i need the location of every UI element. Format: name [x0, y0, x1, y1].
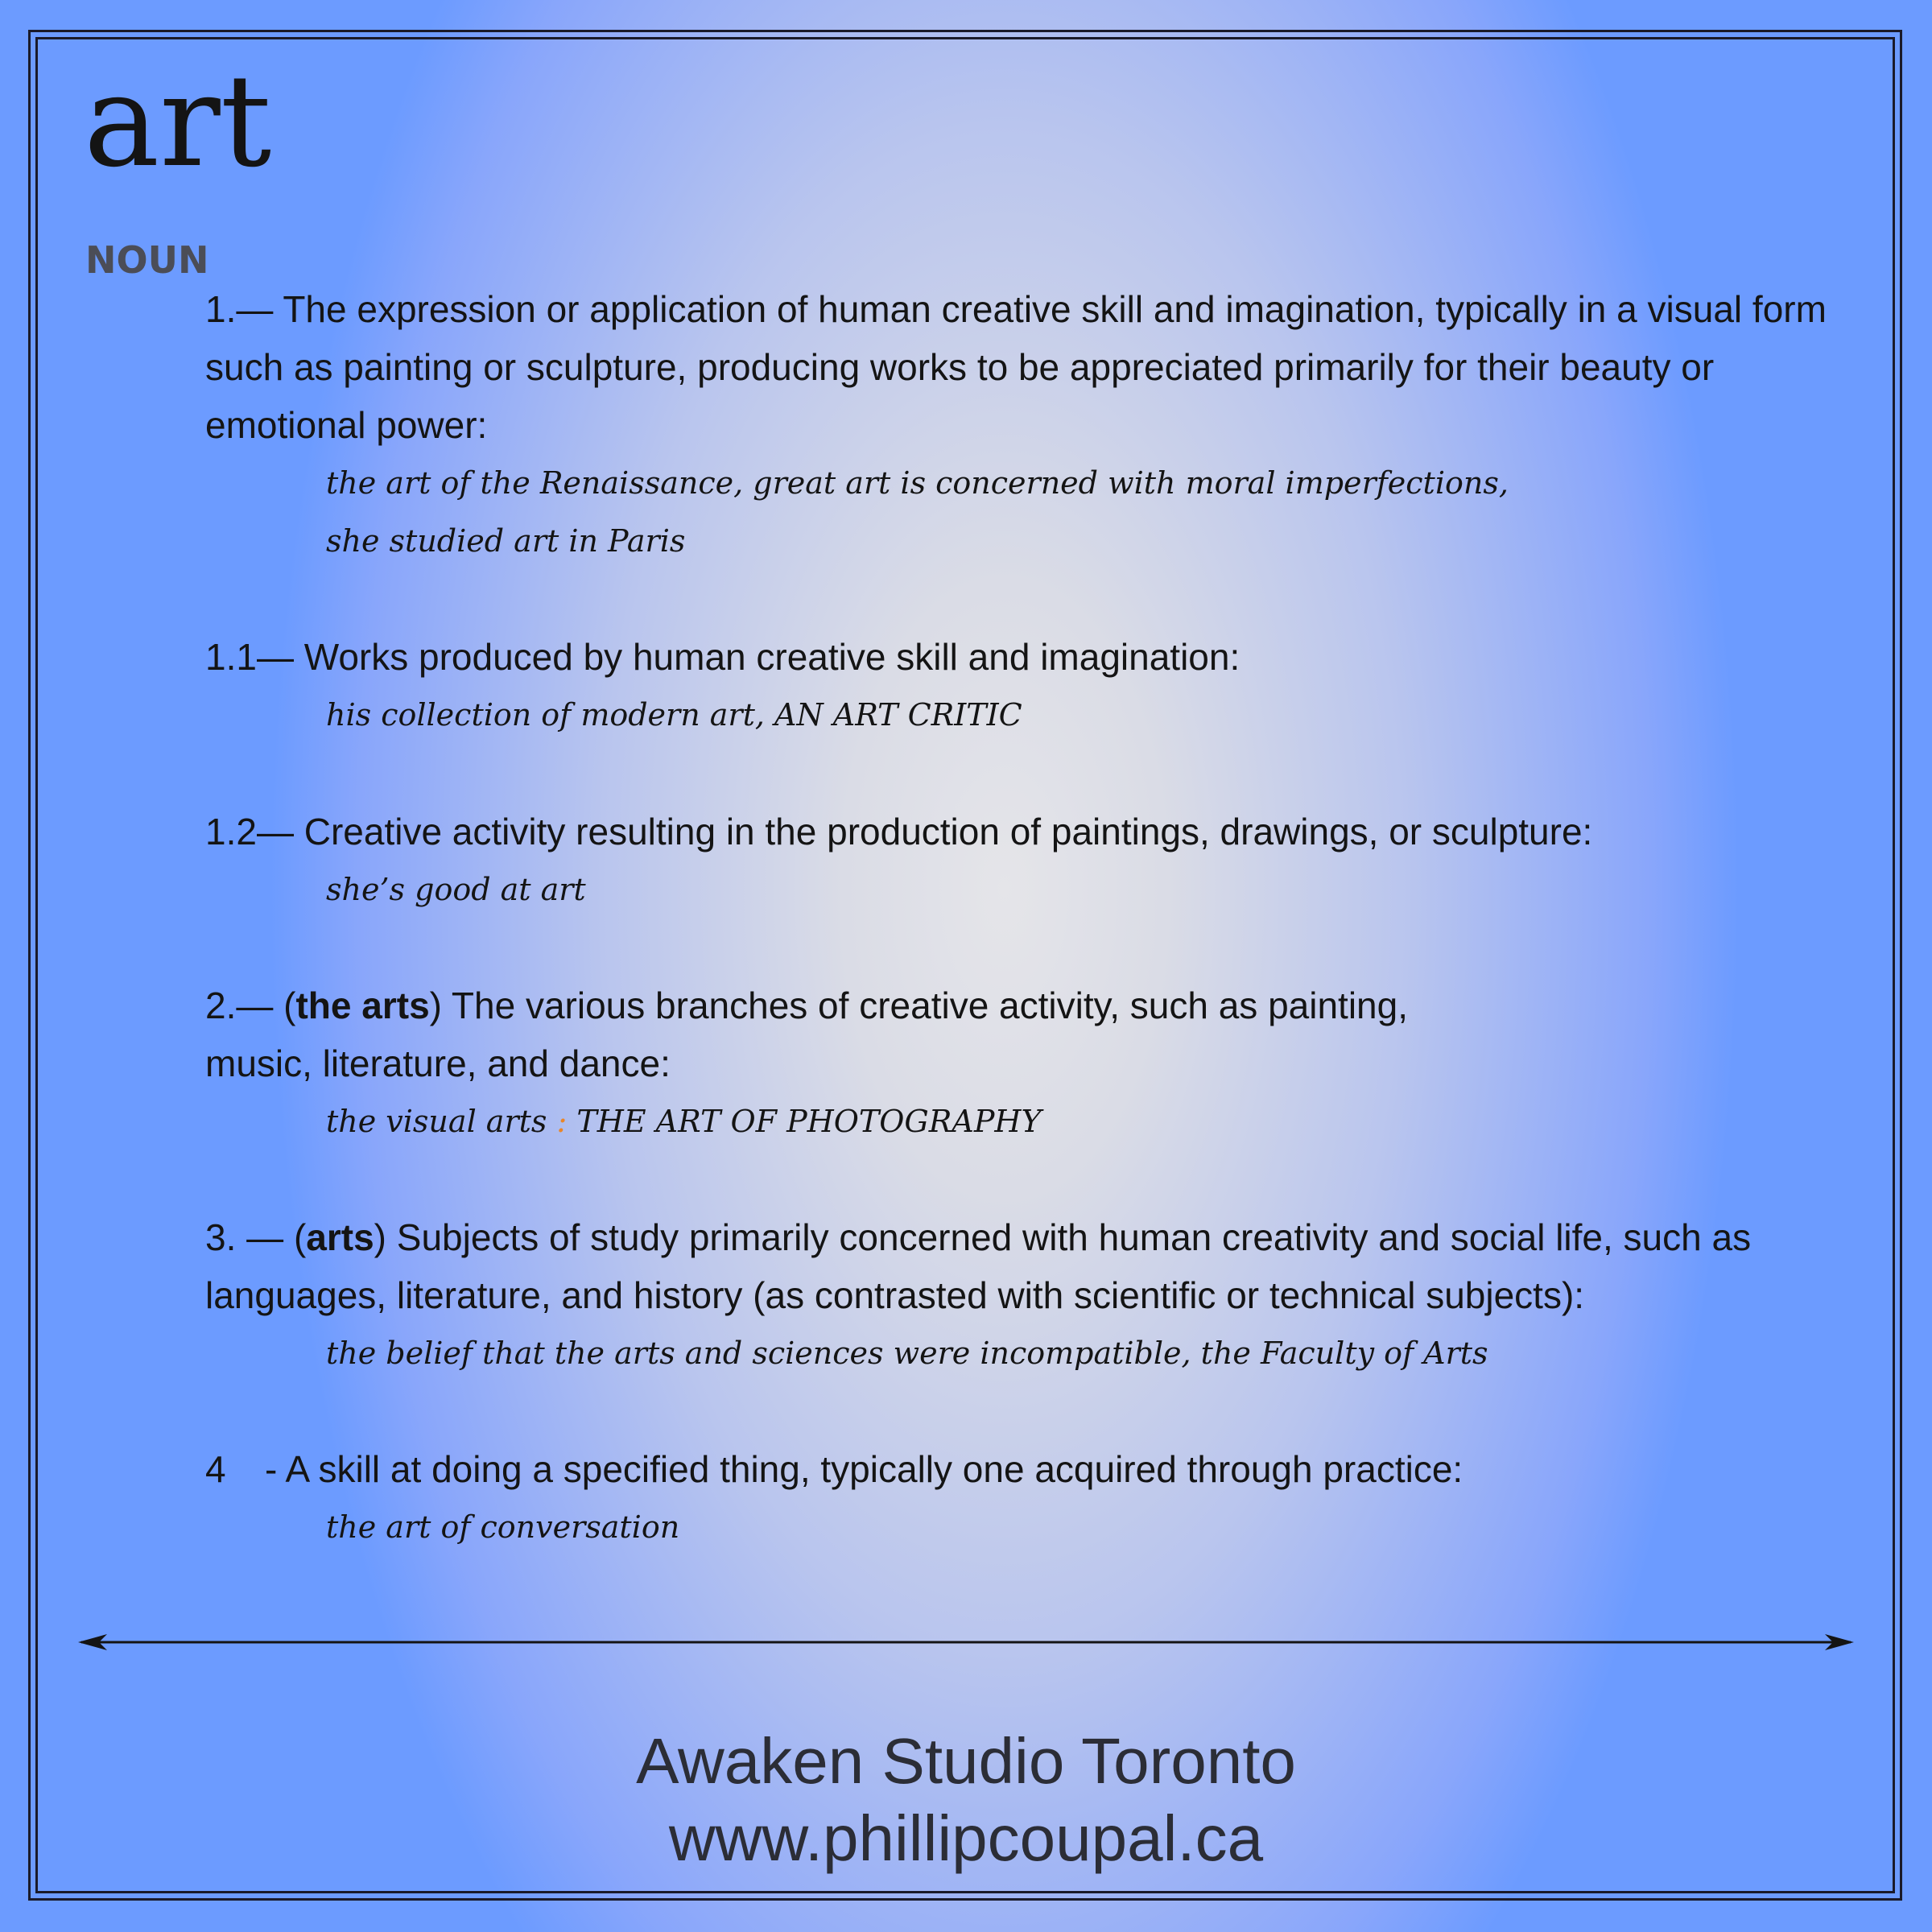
sense-number: 1.1—	[205, 636, 304, 678]
example-text: the visual arts	[326, 1104, 557, 1139]
sense-label: arts	[306, 1216, 374, 1258]
usage-example	[205, 1092, 1856, 1150]
definition-text: Subjects of study primarily concerned with human creativity and social life, such as languages, literature, and history (as contrasted with scientific or technical subjects):	[205, 1216, 1752, 1316]
definition-text: music, literature, and dance:	[205, 1042, 671, 1084]
usage-example: she’s good at art	[326, 872, 586, 907]
sense-definition	[205, 803, 1856, 861]
definition-text: The various branches of creative activity, such as painting,	[441, 985, 1409, 1026]
definition-text: Works produced by human creative skill and imagination:	[303, 636, 1241, 678]
sense-number: 1.2—	[205, 811, 304, 852]
sense-number: 2.—	[205, 985, 284, 1026]
sense-2	[205, 976, 1856, 1150]
usage-example: the belief that the arts and sciences were incompatible, the Faculty of Arts	[326, 1335, 1488, 1371]
definition-text: The expression or application of human creative skill and imagination, typically in a visual form such as painting or sculpture, producing works to be appreciated primarily for their beauty or emotional power:	[205, 288, 1827, 446]
sense-definition: 3. — (arts) Subjects of study primarily concerned with human creativity and social life, such as languages, literature, and history (as contrasted with scientific or technical subjects):	[205, 1216, 1752, 1316]
usage-example: the art of the Renaissance, great art is concerned with moral imperfections,	[326, 465, 1509, 501]
sense-definition	[205, 628, 1856, 686]
definition-text: Creative activity resulting in the production of paintings, drawings, or sculpture:	[303, 811, 1593, 852]
sense-1-1	[205, 628, 1856, 744]
double-arrow-divider	[76, 1630, 1856, 1654]
headword: art	[84, 47, 272, 196]
sense-definition	[205, 280, 1856, 454]
sense-definition	[205, 1440, 1856, 1498]
sense-definition: 2.— (the arts) The various branches of creative activity, such as painting, music, literature, and dance:	[205, 985, 1409, 1084]
sense-4	[205, 1440, 1856, 1556]
footer	[0, 1723, 1932, 1877]
definition-text: - A skill at doing a specified thing, typically one acquired through practice:	[265, 1448, 1463, 1490]
sense-1	[205, 280, 1856, 570]
definitions-list	[205, 280, 1856, 1614]
sense-number: 4	[205, 1448, 226, 1490]
part-of-speech: NOUN	[85, 238, 209, 282]
sense-3	[205, 1208, 1856, 1382]
usage-example: his collection of modern art, AN ART CRITIC	[326, 697, 1022, 733]
sense-number: 3. —	[205, 1216, 294, 1258]
sense-label: the arts	[295, 985, 430, 1026]
example-text: THE ART OF PHOTOGRAPHY	[567, 1104, 1042, 1139]
website: www.phillipcoupal.ca	[668, 1802, 1264, 1874]
studio-name: Awaken Studio Toronto	[636, 1725, 1296, 1797]
sense-number: 1.—	[205, 288, 283, 330]
usage-example: the art of conversation	[326, 1509, 680, 1545]
sense-1-2	[205, 803, 1856, 919]
example-separator: :	[556, 1104, 568, 1139]
usage-example: she studied art in Paris	[326, 523, 686, 559]
